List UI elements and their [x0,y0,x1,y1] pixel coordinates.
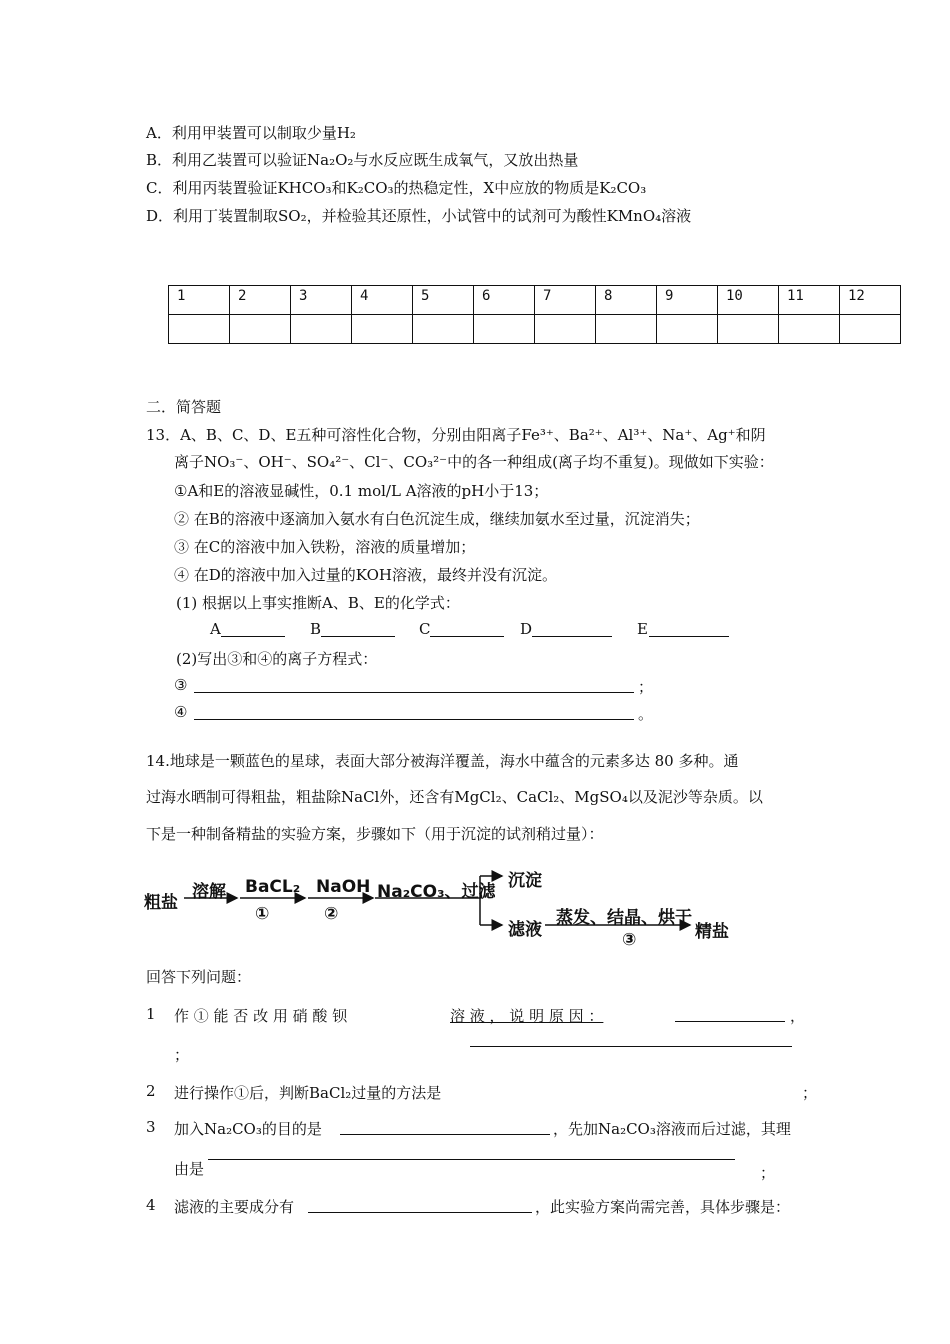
answer-cell-2[interactable] [230,315,291,344]
answer-cell-7[interactable] [535,315,596,344]
answer-cell-10[interactable] [718,315,779,344]
answer-number-11: 11 [779,286,840,315]
item3-end: ； [760,1164,776,1182]
answer-cell-3[interactable] [291,315,352,344]
flow-step4-label: Na₂CO₃、过滤 [377,882,496,902]
eq4-end: 。 [638,705,654,723]
eq3-end: ； [638,678,654,696]
blank-c[interactable] [430,636,504,637]
flow-step1-label: 溶解 [192,882,226,902]
flow-step3-label: NaOH [316,877,371,897]
item4-end: ，此实验方案尚需完善，具体步骤是： [535,1198,791,1216]
option-a: A．利用甲装置可以制取少量H₂ [146,124,356,142]
answer-number-9: 9 [657,286,718,315]
item3-blank-2[interactable] [208,1159,735,1160]
q14-line2: 过海水晒制可得粗盐，粗盐除NaCl外，还含有MgCl₂、CaCl₂、MgSO₄以及泥沙等杂质。以 [146,788,763,806]
item4-blank[interactable] [308,1212,532,1213]
eq4-blank[interactable] [194,719,634,720]
item3-line2: 由是 [174,1160,205,1178]
answer-number-1: 1 [169,286,230,315]
answer-number-2: 2 [230,286,291,315]
eq4-label: ④ [174,703,188,721]
item1-blank-2[interactable] [470,1046,792,1047]
q13-line1: 13．A、B、C、D、E五种可溶性化合物，分别由阳离子Fe³⁺、Ba²⁺、Al³⁺、Na⁺、Ag⁺和阴 [146,426,766,444]
q13-sub1: (1) 根据以上事实推断A、B、E的化学式： [176,594,460,612]
flow-step3-number: ② [324,904,339,924]
flow-step2-label: BaCL₂ [245,877,301,897]
blank-d[interactable] [532,636,612,637]
answer-number-6: 6 [474,286,535,315]
answer-cell-5[interactable] [413,315,474,344]
answer-table-input-row [169,315,901,344]
answer-table-header-row [169,286,901,315]
item3-mid: ，先加Na₂CO₃溶液而后过滤，其理 [553,1120,791,1138]
answer-table [168,285,901,344]
item4-number: 4 [146,1196,156,1214]
q14-line3: 下是一种制备精盐的实验方案，步骤如下（用于沉淀的试剂稍过量）： [146,825,604,843]
answer-cell-4[interactable] [352,315,413,344]
blank-label-e: E [637,620,648,638]
answer-number-5: 5 [413,286,474,315]
answer-number-10: 10 [718,286,779,315]
blank-label-b: B [310,620,322,638]
q14-line1: 14.地球是一颗蓝色的星球，表面大部分被海洋覆盖，海水中蕴含的元素多达 80 多种。通 [146,752,739,770]
item1-end: ， [790,1007,806,1025]
flow-step5-label: 蒸发、结晶、烘干 [556,908,692,928]
flow-step5-number: ③ [622,930,637,950]
answer-cell-6[interactable] [474,315,535,344]
item2-end: ； [802,1084,818,1102]
blank-label-d: D [520,620,533,638]
flow-end: 精盐 [695,922,729,942]
flow-step2-number: ① [255,904,270,924]
answer-cell-1[interactable] [169,315,230,344]
blank-label-c: C [419,620,431,638]
answer-number-3: 3 [291,286,352,315]
answer-cell-8[interactable] [596,315,657,344]
item1-number: 1 [146,1005,156,1023]
answer-number-7: 7 [535,286,596,315]
option-c: C．利用丙装置验证KHCO₃和K₂CO₃的热稳定性，X中应放的物质是K₂CO₃ [146,179,647,197]
item1-mid: 溶 液 ， 说 明 原 因 ： [450,1007,604,1025]
answer-cell-12[interactable] [840,315,901,344]
option-d: D．利用丁装置制取SO₂，并检验其还原性，小试管中的试剂可为酸性KMnO₄溶液 [146,207,692,225]
q13-sub2: (2)写出③和④的离子方程式： [176,650,378,668]
item4-text: 滤液的主要成分有 [174,1198,295,1216]
item2-text: 进行操作①后，判断BaCl₂过量的方法是 [174,1084,442,1102]
answer-cell-9[interactable] [657,315,718,344]
item1-blank-1[interactable] [675,1021,785,1022]
item3-number: 3 [146,1118,156,1136]
item2-number: 2 [146,1082,156,1100]
flow-start: 粗盐 [144,893,178,913]
answer-cell-11[interactable] [779,315,840,344]
item1-text: 作 ① 能 否 改 用 硝 酸 钡 [174,1007,348,1025]
eq3-blank[interactable] [194,692,634,693]
q14-prompt: 回答下列问题： [146,968,252,986]
q13-exp1: ①A和E的溶液显碱性，0.1 mol/L A溶液的pH小于13； [174,482,549,500]
blank-label-a: A [210,620,221,638]
flow-branch-precipitate: 沉淀 [508,871,542,891]
blank-e[interactable] [649,636,729,637]
item3-text: 加入Na₂CO₃的目的是 [174,1120,322,1138]
answer-number-8: 8 [596,286,657,315]
flow-branch-filtrate: 滤液 [508,920,542,940]
q13-line2: 离子NO₃⁻、OH⁻、SO₄²⁻、Cl⁻、CO₃²⁻中的各一种组成(离子均不重复)。现做如下实验： [174,453,774,471]
section-title: 二．简答题 [146,398,222,416]
item1-line2-end: ； [174,1046,190,1064]
answer-number-12: 12 [840,286,901,315]
q13-exp2: ② 在B的溶液中逐滴加入氨水有白色沉淀生成，继续加氨水至过量，沉淀消失； [174,510,700,528]
answer-number-4: 4 [352,286,413,315]
option-b: B．利用乙装置可以验证Na₂O₂与水反应既生成氧气，又放出热量 [146,151,579,169]
q13-exp4: ④ 在D的溶液中加入过量的KOH溶液，最终并没有沉淀。 [174,566,557,584]
blank-a[interactable] [221,636,285,637]
blank-b[interactable] [321,636,395,637]
q13-exp3: ③ 在C的溶液中加入铁粉，溶液的质量增加； [174,538,476,556]
eq3-label: ③ [174,676,188,694]
item3-blank-1[interactable] [340,1134,550,1135]
